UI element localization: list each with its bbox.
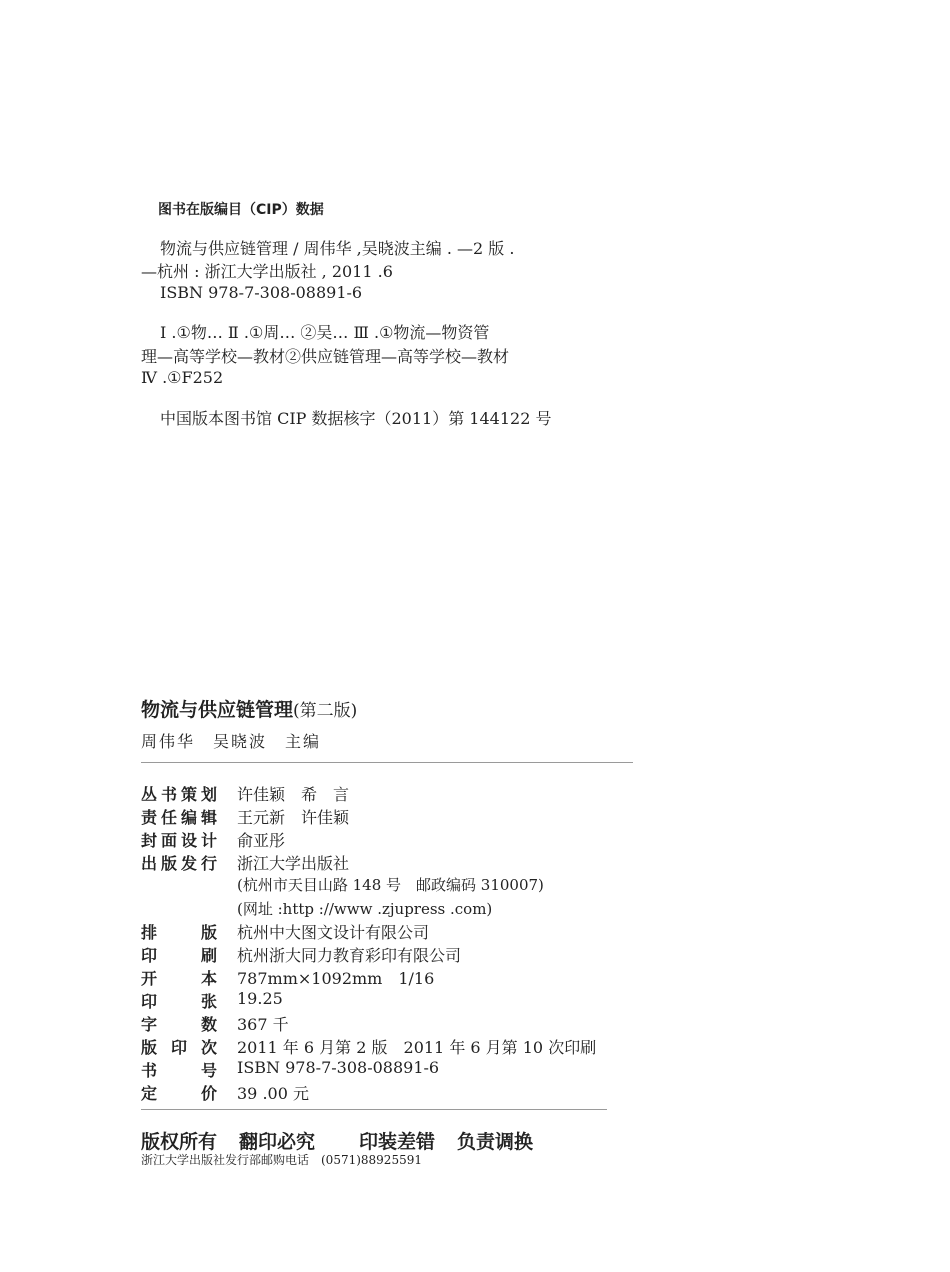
credit-value: 许佳颖 希 言 [237,785,350,804]
credit-value: (杭州市天目山路 148 号 邮政编码 310007) [237,876,544,894]
book-authors: 周伟华 吴晓波 主编 [141,732,322,751]
credit-label [141,1035,217,1058]
credit-value: ISBN 978-7-308-08891-6 [237,1058,440,1077]
credit-label [141,828,217,851]
credit-label-char: 书 [160,785,177,804]
credit-label [141,782,217,805]
credit-label [141,1081,217,1104]
book-edition: (第二版) [293,701,358,721]
credit-label [141,851,217,874]
credit-label-char: 版 [160,854,177,873]
credit-label [141,943,217,966]
credit-label-char: 任 [160,808,177,827]
credit-label-char: 定 [141,1084,158,1103]
cip-heading: 图书在版编目（CIP）数据 [158,202,324,218]
divider-bottom [141,1109,607,1110]
credit-label-char: 版 [200,923,217,942]
credit-label-char: 印 [141,992,158,1011]
credit-label-char: 印 [141,946,158,965]
credit-label [141,920,217,943]
credit-value: 杭州浙大同力教育彩印有限公司 [237,946,462,965]
cip-line-5: 理—高等学校—教材②供应链管理—高等学校—教材 [141,347,510,366]
cip-line-2: —杭州 : 浙江大学出版社 , 2011 .6 [141,262,393,281]
book-title [141,695,357,722]
credit-label [141,989,217,1012]
credit-value: 39 .00 元 [237,1084,309,1103]
rights-phrase-3: 印装差错 [359,1131,436,1153]
credit-label [141,1058,217,1081]
credit-value: 19.25 [237,989,283,1008]
credit-label [141,805,217,828]
credit-label-char: 划 [200,785,217,804]
credit-label-char: 开 [141,969,158,988]
mail-order-phone: 浙江大学出版社发行部邮购电话 (0571)88925591 [141,1153,422,1167]
rights-phrase-4: 负责调换 [457,1131,534,1153]
cip-line-6: Ⅳ .①F252 [141,368,224,387]
credit-label-char: 号 [200,1061,217,1080]
credit-value: 俞亚彤 [237,831,286,850]
credit-label-char: 本 [200,969,217,988]
book-title-text: 物流与供应链管理 [141,699,294,721]
credit-label-char: 排 [141,923,158,942]
rights-phrase-2: 翻印必究 [239,1131,316,1153]
credit-label-char: 编 [180,808,197,827]
credit-label-char: 设 [180,831,197,850]
credit-label-char: 行 [200,854,217,873]
credit-label-char: 出 [141,854,158,873]
credit-label [141,1012,217,1035]
credit-value: 2011 年 6 月第 2 版 2011 年 6 月第 10 次印刷 [237,1038,597,1057]
credit-label-char: 计 [200,831,217,850]
cip-line-4: Ⅰ .①物… Ⅱ .①周… ②吴… Ⅲ .①物流—物资管 [160,323,490,342]
divider-top [141,762,633,763]
credit-label-char: 张 [200,992,217,1011]
cip-line-7: 中国版本图书馆 CIP 数据核字（2011）第 144122 号 [160,409,552,428]
credit-label-char: 策 [180,785,197,804]
credit-label-char: 刷 [200,946,217,965]
credit-value: 367 千 [237,1015,289,1034]
cip-line-3: ISBN 978-7-308-08891-6 [160,283,363,302]
credit-label-char: 辑 [200,808,217,827]
rights-phrase-1: 版权所有 [141,1131,218,1153]
credit-value: (网址 :http ://www .zjupress .com) [237,900,493,918]
credit-label-char: 责 [141,808,158,827]
credit-value: 浙江大学出版社 [237,854,350,873]
credit-label-char: 书 [141,1061,158,1080]
credit-label-char: 发 [180,854,197,873]
credit-label-char: 封 [141,831,158,850]
credit-label [141,966,217,989]
credit-label-char: 字 [141,1015,158,1034]
cip-line-1: 物流与供应链管理 / 周伟华 ,吴晓波主编 . —2 版 . [160,239,515,258]
credit-label-char: 面 [160,831,177,850]
credit-label-char: 版 [141,1038,158,1057]
credit-label-char: 数 [200,1015,217,1034]
credit-value: 王元新 许佳颖 [237,808,350,827]
credit-value: 787mm×1092mm 1/16 [237,969,435,988]
rights-notice [141,1127,555,1154]
credit-label-char: 价 [200,1084,217,1103]
credit-label-char: 次 [200,1038,217,1057]
credit-label-char: 印 [170,1038,187,1057]
credit-value: 杭州中大图文设计有限公司 [237,923,430,942]
credit-label-char: 丛 [141,785,158,804]
